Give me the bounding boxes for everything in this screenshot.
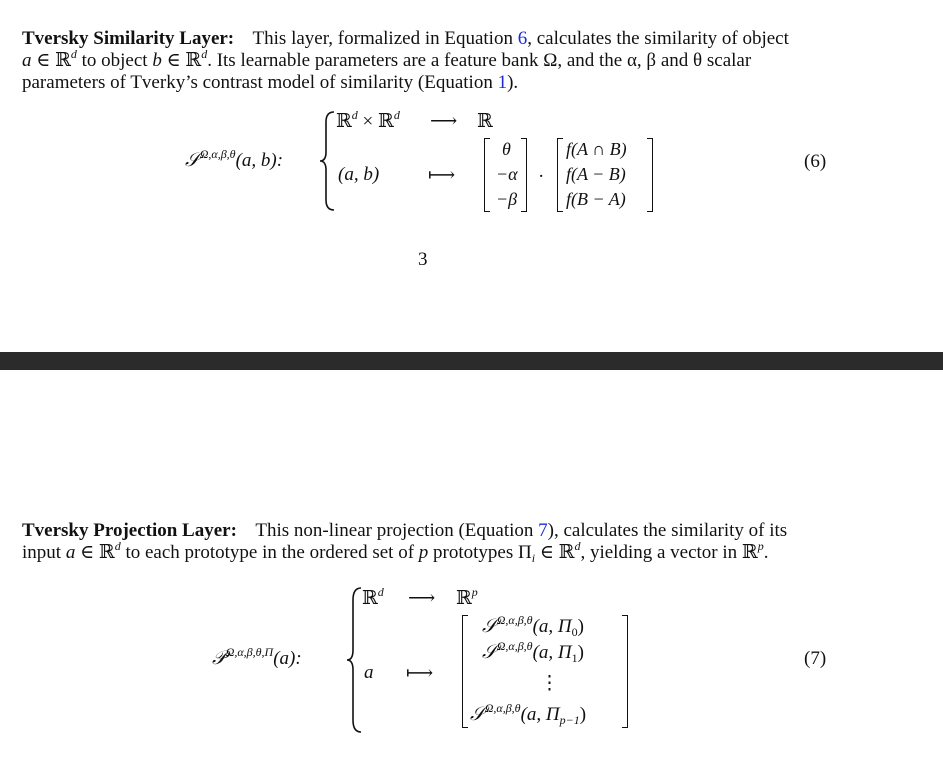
eq6-lhs bbox=[185, 147, 284, 172]
para1-line3 bbox=[22, 72, 830, 94]
text: This non-linear projection (Equation bbox=[250, 520, 539, 541]
math-reals: ℝ bbox=[558, 542, 575, 563]
math-sup: Ω,α,β,θ,Π bbox=[225, 645, 274, 659]
math-sub: i bbox=[531, 551, 536, 565]
text: ). bbox=[507, 72, 519, 93]
para1-line1 bbox=[22, 28, 830, 50]
math-sup: p bbox=[471, 585, 478, 599]
text: input bbox=[22, 542, 66, 563]
equation-ref-link[interactable]: 1 bbox=[497, 72, 508, 93]
text: to each prototype in the ordered set of bbox=[120, 542, 419, 563]
para1-line2 bbox=[22, 47, 830, 72]
text: parameters of Tverky’s contrast model of similarity (Equation bbox=[22, 72, 498, 93]
math-sub: p−1 bbox=[559, 713, 580, 727]
math-sup: Ω,α,β,θ bbox=[496, 639, 533, 653]
math-args: (a, Π bbox=[532, 642, 572, 663]
eq7-codomain bbox=[456, 587, 478, 610]
bracket-left bbox=[484, 138, 490, 212]
math-var: b bbox=[152, 50, 162, 71]
math-sup: d bbox=[377, 585, 384, 599]
math-sup: p bbox=[757, 539, 764, 553]
math-op: ∈ bbox=[75, 542, 99, 563]
math-var: a bbox=[65, 542, 76, 563]
math-reals: ℝ bbox=[336, 111, 352, 132]
math-var: p bbox=[418, 542, 429, 563]
text: ), calculates the similarity of its bbox=[547, 520, 788, 541]
math-S: 𝒮 bbox=[482, 642, 497, 663]
arrow-to-icon: ⟶ bbox=[430, 111, 458, 132]
left-brace-icon bbox=[318, 110, 338, 212]
math-reals: ℝ bbox=[378, 111, 394, 132]
coef-theta: θ bbox=[502, 139, 511, 159]
paragraph-projection-layer bbox=[22, 520, 830, 564]
math-sup: Ω,α,β,θ bbox=[199, 147, 236, 161]
text: , calculates the similarity of object bbox=[527, 28, 789, 49]
page-divider bbox=[0, 352, 943, 370]
arrow-maps-icon: ⟼ bbox=[406, 663, 434, 684]
math-reals: ℝ bbox=[741, 542, 758, 563]
equation-ref-link[interactable]: 7 bbox=[538, 520, 548, 541]
section-heading-projection: Tversky Projection Layer: bbox=[22, 520, 237, 541]
coef-alpha: −α bbox=[496, 164, 518, 184]
math-sub: 0 bbox=[571, 625, 578, 639]
dot-operator: · bbox=[538, 166, 545, 187]
math-reals: ℝ bbox=[55, 50, 71, 71]
math-reals: ℝ bbox=[185, 50, 202, 71]
coef-beta: −β bbox=[496, 189, 518, 209]
paragraph-similarity-layer bbox=[22, 28, 830, 94]
bracket-left bbox=[557, 138, 563, 212]
equation-ref-link[interactable]: 6 bbox=[517, 28, 528, 49]
proj-row-0: 𝒮$^{\Omega,\alpha,\beta,\theta}$(a, $\Pi_0$) bbox=[482, 613, 584, 639]
arrow-to-icon: ⟶ bbox=[408, 588, 436, 609]
math-reals: ℝ bbox=[98, 542, 115, 563]
text: to object bbox=[76, 50, 153, 71]
vdots-icon: ⋮ bbox=[540, 673, 559, 694]
arrow-maps-icon: ⟼ bbox=[428, 165, 456, 186]
math-S: 𝒮 bbox=[185, 150, 200, 171]
math-args: (a): bbox=[273, 648, 302, 669]
math-op: ∈ bbox=[31, 50, 56, 71]
equation-number: (6) bbox=[804, 151, 827, 172]
text: prototypes bbox=[428, 542, 518, 563]
text: , yielding a vector in bbox=[580, 542, 742, 563]
math-reals: ℝ bbox=[362, 588, 378, 609]
math-sup: d bbox=[70, 47, 77, 61]
math-sup: d bbox=[393, 108, 400, 122]
math-sup: d bbox=[574, 539, 581, 553]
eq7-input: a bbox=[364, 662, 374, 683]
page-number: 3 bbox=[418, 249, 428, 270]
math-args: (a, b): bbox=[235, 150, 284, 171]
math-op: ∈ bbox=[161, 50, 186, 71]
math-S: 𝒮 bbox=[470, 704, 485, 725]
para2-line2 bbox=[22, 539, 830, 565]
math-op: × bbox=[357, 111, 379, 132]
eq6-input: (a, b) bbox=[338, 164, 380, 185]
math-Pi: Π bbox=[518, 542, 532, 563]
bracket-right bbox=[521, 138, 527, 212]
math-sup: Ω,α,β,θ bbox=[496, 613, 533, 627]
bracket-right bbox=[622, 615, 628, 728]
math-sup: d bbox=[201, 47, 208, 61]
equation-number: (7) bbox=[804, 648, 827, 669]
para2-line1 bbox=[22, 520, 830, 542]
proj-row-1: 𝒮$^{\Omega,\alpha,\beta,\theta}$(a, $\Pi_1$) bbox=[482, 639, 584, 665]
math-S: 𝒮 bbox=[482, 616, 497, 637]
eq7-domain bbox=[362, 587, 384, 610]
feature-intersection: f(A ∩ B) bbox=[566, 139, 627, 159]
proj-row-last: 𝒮$^{\Omega,\alpha,\beta,\theta}$(a, $\Pi_{p-1}$) bbox=[470, 701, 587, 727]
eq6-domain bbox=[336, 110, 400, 133]
feature-b-minus-a: f(B − A) bbox=[566, 189, 626, 209]
math-P: 𝒫 bbox=[212, 648, 226, 669]
math-op: ∈ bbox=[535, 542, 559, 563]
math-reals: ℝ bbox=[456, 588, 472, 609]
math-sup: d bbox=[351, 108, 358, 122]
bracket-right bbox=[647, 138, 653, 212]
math-args: (a, Π bbox=[532, 616, 572, 637]
text: This layer, formalized in Equation bbox=[248, 28, 518, 49]
bracket-left bbox=[462, 615, 468, 728]
text: . Its learnable parameters are a feature bank Ω, and the α, β and θ scalar bbox=[207, 50, 752, 71]
math-sup: Ω,α,β,θ bbox=[484, 701, 521, 715]
text: . bbox=[763, 542, 769, 563]
math-sub: 1 bbox=[571, 651, 578, 665]
section-heading-similarity: Tversky Similarity Layer: bbox=[22, 28, 235, 49]
math-var: a bbox=[22, 50, 32, 71]
feature-a-minus-b: f(A − B) bbox=[566, 164, 626, 184]
math-reals: ℝ bbox=[477, 111, 493, 132]
math-args: (a, Π bbox=[520, 704, 560, 725]
eq7-lhs bbox=[212, 645, 302, 670]
math-sup: d bbox=[114, 539, 121, 553]
